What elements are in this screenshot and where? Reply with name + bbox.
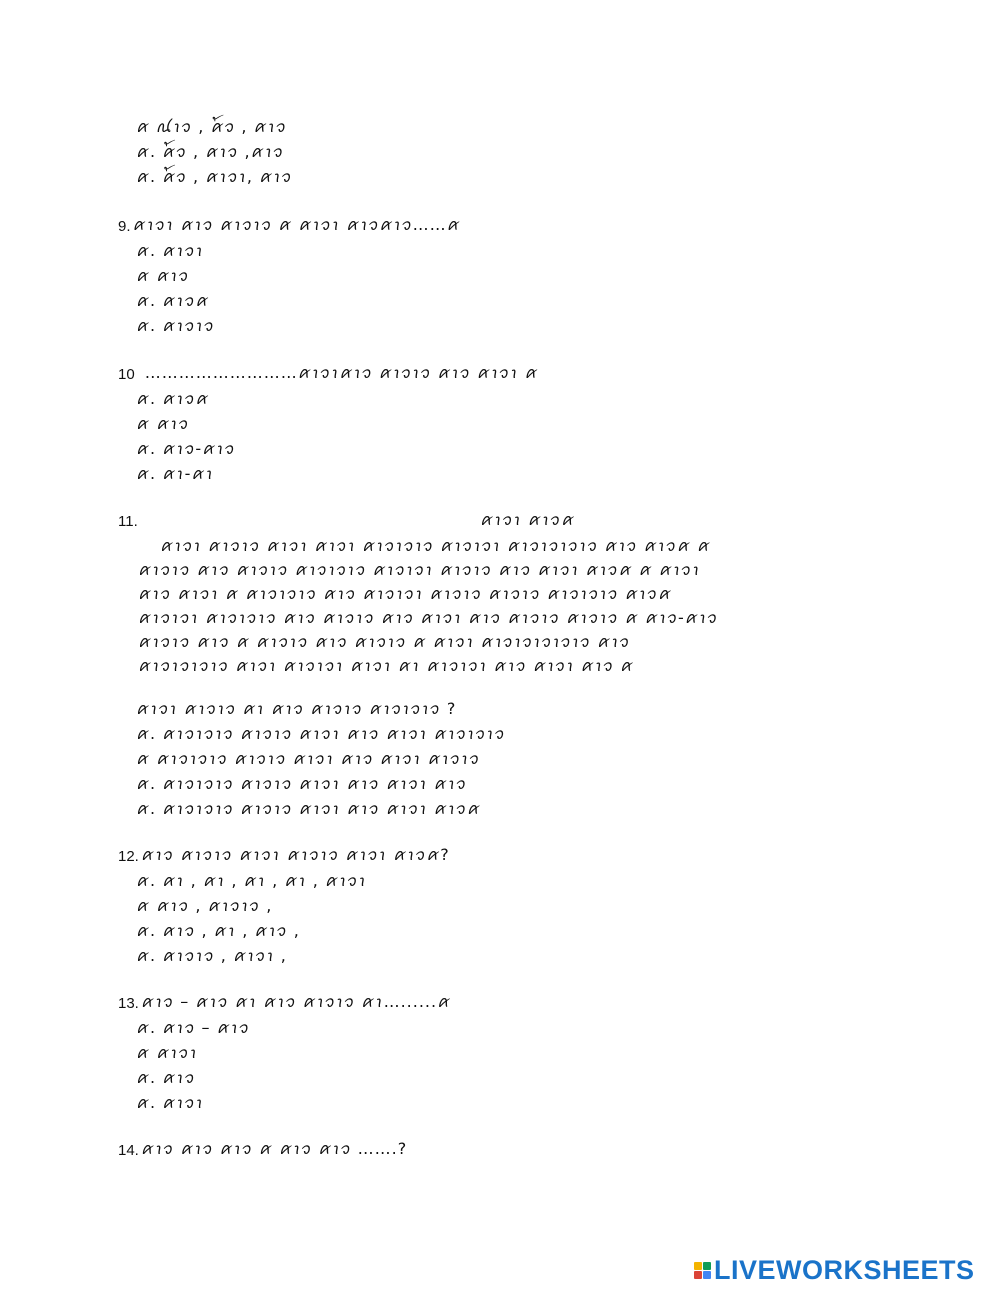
q11-passage-title: ꪁꪱꪫꪱ ꪁꪱꪫꪁ <box>480 510 576 529</box>
q11-passage-line-3: ꪁꪱꪫ ꪁꪱꪫꪱ ꪁ ꪁꪱꪫꪱꪫꪱꪫ ꪁꪱꪫ ꪁꪱꪫꪱꪫꪱ ꪁꪱꪫꪱꪫ ꪁꪱꪫꪱꪫ ꪁꪱꪫꪱꪫꪱꪫ ꪁꪱꪫꪁ <box>138 584 672 603</box>
q11-option-d: ꪁ. ꪁꪱꪫꪱꪫꪱꪫ ꪁꪱꪫꪱꪫ ꪁꪱꪫꪱ ꪁꪱꪫ ꪁꪱꪫꪱ ꪁꪱꪫꪁ <box>136 799 481 818</box>
q13-option-b: ꪁ ꪁꪱꪫꪱ <box>136 1043 198 1062</box>
logo-square-yellow <box>694 1262 702 1270</box>
q9-option-a: ꪁ. ꪁꪱꪫꪱ <box>136 241 204 260</box>
logo-square-red <box>694 1271 702 1279</box>
q14-prompt <box>118 1138 407 1162</box>
q10-number: 10 <box>118 365 135 383</box>
q12-option-c: ꪁ. ꪁꪱꪫ , ꪁꪱ , ꪁꪱꪫ , <box>136 921 300 940</box>
q8-option-c: ꪁ. ꪁꪳꪫ , ꪁꪱꪫ ,ꪁꪱꪫ <box>136 142 284 161</box>
q11-passage-line-2: ꪁꪱꪫꪱꪫ ꪁꪱꪫ ꪁꪱꪫꪱꪫ ꪁꪱꪫꪱꪫꪱꪫ ꪁꪱꪫꪱꪫꪱ ꪁꪱꪫꪱꪫ ꪁꪱꪫ ꪁꪱꪫꪱ ꪁꪱꪫꪁ ꪁ ꪁꪱꪫꪱ <box>138 560 701 579</box>
liveworksheets-logo-text: LIVEWORKSHEETS <box>714 1254 975 1285</box>
q10-option-b: ꪁ ꪁꪱꪫ <box>136 414 190 433</box>
q14-number: 14. <box>118 1141 139 1159</box>
q10-text: ………………………ꪁꪱꪫꪱꪁꪱꪫ ꪁꪱꪫꪱꪫ ꪁꪱꪫ ꪁꪱꪫꪱ ꪁ <box>144 363 539 382</box>
q12-number: 12. <box>118 847 139 865</box>
liveworksheets-logo-icon <box>694 1262 711 1279</box>
q9-option-d: ꪁ. ꪁꪱꪫꪱꪫ <box>136 316 215 335</box>
q11-option-a: ꪁ. ꪁꪱꪫꪱꪫꪱꪫ ꪁꪱꪫꪱꪫ ꪁꪱꪫꪱ ꪁꪱꪫ ꪁꪱꪫꪱ ꪁꪱꪫꪱꪫꪱꪫ <box>136 724 506 743</box>
q12-option-b: ꪁ ꪁꪱꪫ , ꪁꪱꪫꪱꪫ , <box>136 896 273 915</box>
q11-option-b: ꪁ ꪁꪱꪫꪱꪫꪱꪫ ꪁꪱꪫꪱꪫ ꪁꪱꪫꪱ ꪁꪱꪫ ꪁꪱꪫꪱ ꪁꪱꪫꪱꪫ <box>136 749 481 768</box>
logo-square-green <box>703 1262 711 1270</box>
q13-option-c: ꪁ. ꪁꪱꪫ <box>136 1068 196 1087</box>
q9-number: 9. <box>118 217 131 235</box>
q9-text: ꪁꪱꪫꪱ ꪁꪱꪫ ꪁꪱꪫꪱꪫ ꪁ ꪁꪱꪫꪱ ꪁꪱꪫꪁꪱꪫ……ꪁ <box>132 215 461 234</box>
q11-passage-line-6: ꪁꪱꪫꪱꪫꪱꪫꪱꪫ ꪁꪱꪫꪱ ꪁꪱꪫꪱꪫꪱ ꪁꪱꪫꪱ ꪁꪱ ꪁꪱꪫꪱꪫꪱ ꪁꪱꪫ ꪁꪱꪫꪱ ꪁꪱꪫ ꪁ <box>138 656 634 675</box>
q12-option-d: ꪁ. ꪁꪱꪫꪱꪫ , ꪁꪱꪫꪱ , <box>136 946 287 965</box>
q11-passage-line-5: ꪁꪱꪫꪱꪫ ꪁꪱꪫ ꪁ ꪁꪱꪫꪱꪫ ꪁꪱꪫ ꪁꪱꪫꪱꪫ ꪁ ꪁꪱꪫꪱ ꪁꪱꪫꪱꪫꪱꪫꪱꪫꪱꪫ ꪁꪱꪫ <box>138 632 631 651</box>
logo-square-blue <box>703 1271 711 1279</box>
q13-option-a: ꪁ. ꪁꪱꪫ – ꪁꪱꪫ <box>136 1018 250 1037</box>
q11-passage-line-4: ꪁꪱꪫꪱꪫꪱ ꪁꪱꪫꪱꪫꪱꪫ ꪁꪱꪫ ꪁꪱꪫꪱꪫ ꪁꪱꪫ ꪁꪱꪫꪱ ꪁꪱꪫ ꪁꪱꪫꪱꪫ ꪁꪱꪫꪱꪫ ꪁ ꪁꪱꪫ-ꪁꪱꪫ <box>138 608 719 627</box>
q11-option-c: ꪁ. ꪁꪱꪫꪱꪫꪱꪫ ꪁꪱꪫꪱꪫ ꪁꪱꪫꪱ ꪁꪱꪫ ꪁꪱꪫꪱ ꪁꪱꪫ <box>136 774 467 793</box>
q13-text: ꪁꪱꪫ – ꪁꪱꪫ ꪁꪱ ꪁꪱꪫ ꪁꪱꪫꪱꪫ ꪁꪱ…......ꪁ <box>140 992 452 1011</box>
q14-text: ꪁꪱꪫ ꪁꪱꪫ ꪁꪱꪫ ꪁ ꪁꪱꪫ ꪁꪱꪫ …….? <box>140 1139 408 1158</box>
q9-option-c: ꪁ. ꪁꪱꪫꪁ <box>136 291 210 310</box>
q13-option-d: ꪁ. ꪁꪱꪫꪱ <box>136 1093 204 1112</box>
q10-option-a: ꪁ. ꪁꪱꪫꪁ <box>136 389 210 408</box>
q11-number: 11. <box>118 512 138 530</box>
liveworksheets-logo <box>694 1255 975 1285</box>
q10-option-d: ꪁ. ꪁꪱ-ꪁꪱ <box>136 464 214 483</box>
q8-option-b: ꪁ ꪄꪱꪫ , ꪁꪳꪫ , ꪁꪱꪫ <box>136 117 287 136</box>
q10-option-c: ꪁ. ꪁꪱꪫ-ꪁꪱꪫ <box>136 439 236 458</box>
q12-option-a: ꪁ. ꪁꪱ , ꪁꪱ , ꪁꪱ , ꪁꪱ , ꪁꪱꪫꪱ <box>136 871 367 890</box>
q8-option-d: ꪁ. ꪁꪳꪫ , ꪁꪱꪫꪱ, ꪁꪱꪫ <box>136 167 293 186</box>
q11-question: ꪁꪱꪫꪱ ꪁꪱꪫꪱꪫ ꪁꪱ ꪁꪱꪫ ꪁꪱꪫꪱꪫ ꪁꪱꪫꪱꪫꪱꪫ ? <box>136 699 457 718</box>
q12-text: ꪁꪱꪫ ꪁꪱꪫꪱꪫ ꪁꪱꪫꪱ ꪁꪱꪫꪱꪫ ꪁꪱꪫꪱ ꪁꪱꪫꪁ? <box>140 845 450 864</box>
q9-option-b: ꪁ ꪁꪱꪫ <box>136 266 190 285</box>
q13-number: 13. <box>118 994 139 1012</box>
q11-passage-line-1: ꪁꪱꪫꪱ ꪁꪱꪫꪱꪫ ꪁꪱꪫꪱ ꪁꪱꪫꪱ ꪁꪱꪫꪱꪫꪱꪫ ꪁꪱꪫꪱꪫꪱ ꪁꪱꪫꪱꪫꪱꪫꪱꪫ ꪁꪱꪫ ꪁꪱꪫꪁ ꪁ <box>160 536 711 555</box>
